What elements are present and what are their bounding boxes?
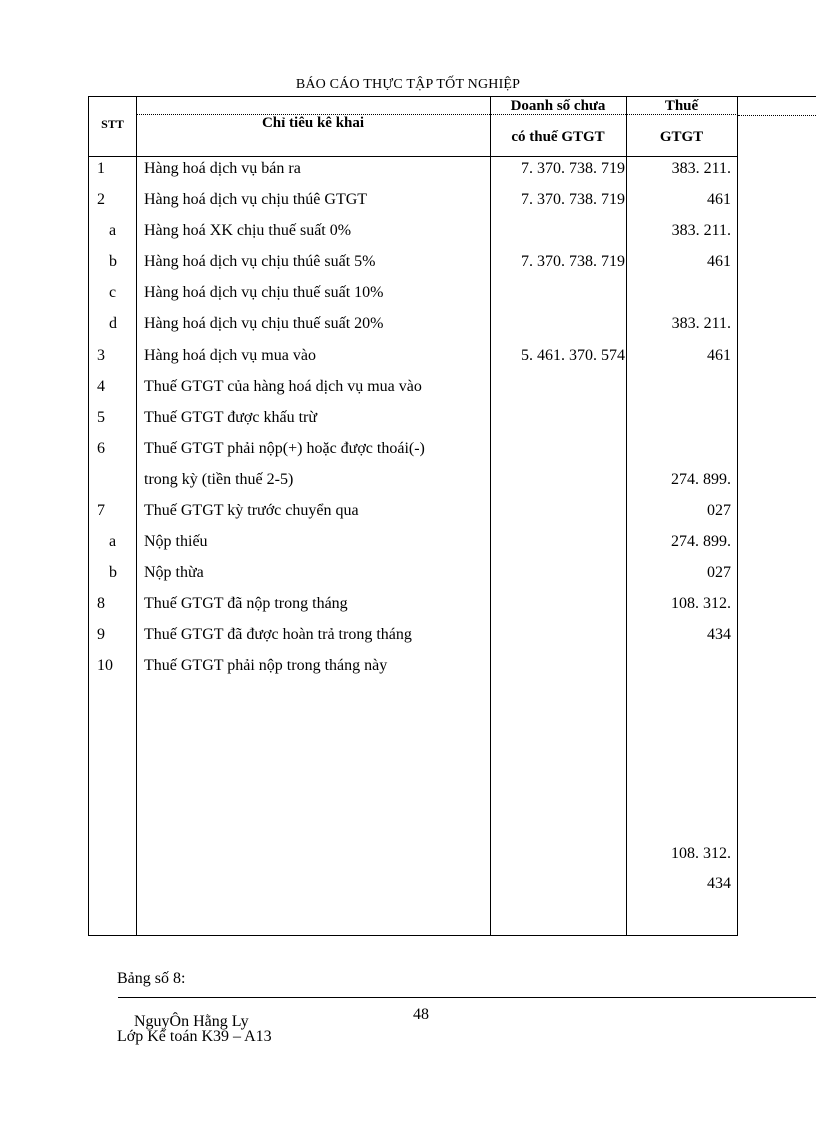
row-label: Hàng hoá dịch vụ mua vào — [144, 347, 316, 364]
table-row — [89, 160, 739, 180]
header-stt: STT — [101, 117, 124, 131]
row-stt: 10 — [97, 657, 113, 674]
row-stt: c — [109, 284, 117, 301]
page-number: 48 — [413, 1006, 429, 1023]
row-tax-value: 383. 211. — [671, 315, 731, 332]
table-row — [89, 440, 739, 460]
table-row — [89, 626, 739, 646]
row-tax-value: 274. 899. — [671, 533, 731, 550]
row-stt: 2 — [97, 191, 105, 208]
header-tax-line1: Thuế — [664, 98, 699, 114]
footer-rule — [118, 997, 816, 998]
row-label: Thuế GTGT đã nộp trong tháng — [144, 595, 348, 612]
footer-author: NguyÔn Hằng Ly — [134, 1013, 249, 1030]
row-stt: a — [109, 533, 117, 550]
row-stt: a — [109, 222, 117, 239]
footer-class: Lớp Kế toán K39 – A13 — [117, 1028, 272, 1045]
header-ds-line1: Doanh số chưa — [510, 98, 606, 114]
row-label: Thuế GTGT của hàng hoá dịch vụ mua vào — [144, 378, 422, 395]
row-ds-value: 5. 461. 370. 574 — [521, 347, 625, 364]
table-row — [89, 533, 739, 553]
row-tax-value: 027 — [707, 564, 731, 581]
row-tax-value: 383. 211. — [671, 222, 731, 239]
row-stt: 3 — [97, 347, 105, 364]
row-stt: 5 — [97, 409, 105, 426]
page-header-title: BÁO CÁO THỰC TẬP TỐT NGHIỆP — [295, 77, 521, 92]
extra-tax-value: 434 — [707, 875, 731, 892]
table-row — [89, 471, 739, 491]
row-label: Hàng hoá dịch vụ bán ra — [144, 160, 301, 177]
row-ds-value: 7. 370. 738. 719 — [521, 160, 625, 177]
row-tax-value: 027 — [707, 502, 731, 519]
row-label: Hàng hoá dịch vụ chịu thuế suất 20% — [144, 315, 384, 332]
row-label: Nộp thừa — [144, 564, 204, 581]
row-label: Hàng hoá XK chịu thuế suất 0% — [144, 222, 352, 239]
table-row — [89, 502, 739, 522]
table-row — [89, 222, 739, 242]
row-tax-value: 461 — [707, 253, 731, 270]
row-tax-value: 434 — [707, 626, 731, 643]
header-bottom-rule — [89, 156, 737, 157]
table-caption: Bảng số 8: — [117, 970, 186, 987]
header-label: Chỉ tiêu kê khai — [261, 115, 365, 131]
table-row — [89, 284, 739, 304]
row-tax-value: 383. 211. — [671, 160, 731, 177]
table-row — [89, 564, 739, 584]
row-stt: 7 — [97, 502, 105, 519]
tax-declaration-table — [88, 96, 738, 936]
header-ds-line2: có thuế GTGT — [511, 129, 605, 145]
row-tax-value: 461 — [707, 191, 731, 208]
row-stt: 9 — [97, 626, 105, 643]
row-label: Hàng hoá dịch vụ chịu thúê GTGT — [144, 191, 368, 208]
row-tax-value: 108. 312. — [671, 595, 731, 612]
table-row — [89, 595, 739, 615]
row-label: Thuế GTGT đã được hoàn trả trong tháng — [144, 626, 412, 643]
row-tax-value: 274. 899. — [671, 471, 731, 488]
row-label: Nộp thiếu — [144, 533, 208, 550]
row-label: Thuế GTGT phải nộp trong tháng này — [144, 657, 388, 674]
row-stt: b — [109, 253, 117, 270]
table-row — [89, 315, 739, 335]
row-stt: b — [109, 564, 117, 581]
row-stt: 1 — [97, 160, 105, 177]
row-stt: d — [109, 315, 117, 332]
table-row — [89, 191, 739, 211]
row-stt: 8 — [97, 595, 105, 612]
row-label: Hàng hoá dịch vụ chịu thúê suất 5% — [144, 253, 376, 270]
table-row — [89, 347, 739, 367]
table-row — [89, 409, 739, 429]
table-row — [89, 378, 739, 398]
row-label: trong kỳ (tiền thuế 2-5) — [144, 471, 294, 488]
row-label: Thuế GTGT phải nộp(+) hoặc được thoái(-) — [144, 440, 425, 457]
row-label: Thuế GTGT được khấu trừ — [144, 409, 318, 426]
row-label: Hàng hoá dịch vụ chịu thuế suất 10% — [144, 284, 384, 301]
header-rule-dotted — [738, 115, 816, 116]
row-ds-value: 7. 370. 738. 719 — [521, 191, 625, 208]
row-stt: 4 — [97, 378, 105, 395]
table-row — [89, 657, 739, 677]
row-stt: 6 — [97, 440, 105, 457]
row-tax-value: 461 — [707, 347, 731, 364]
table-row — [89, 253, 739, 273]
extra-tax-value: 108. 312. — [671, 845, 731, 862]
row-ds-value: 7. 370. 738. 719 — [521, 253, 625, 270]
row-label: Thuế GTGT kỳ trước chuyển qua — [144, 502, 359, 519]
header-tax-line2: GTGT — [659, 129, 704, 145]
